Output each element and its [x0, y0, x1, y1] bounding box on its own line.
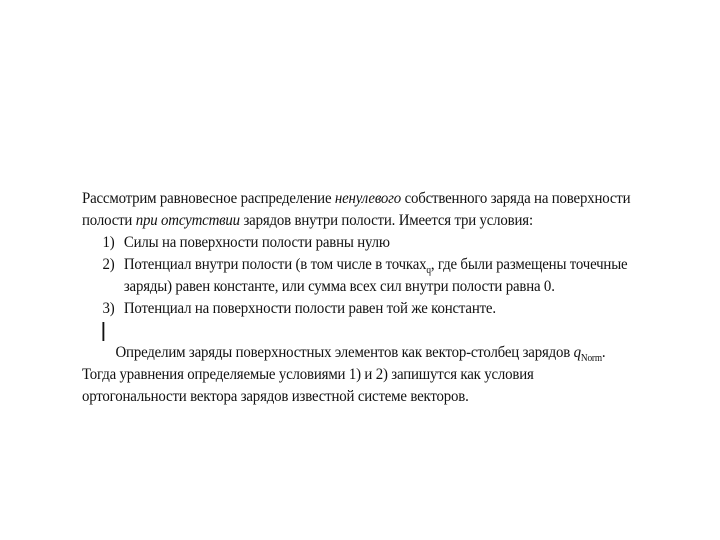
- intro-line-2: [82, 210, 640, 232]
- condition-text: , где были размещены точечные: [430, 256, 628, 273]
- intro-line-1: [82, 188, 640, 210]
- condition-item-2: [82, 254, 640, 276]
- document-body: [82, 188, 640, 408]
- condition-item-1: [82, 232, 640, 254]
- condition-number: 1): [102, 234, 115, 251]
- vector-symbol-subscript: Norm: [580, 353, 602, 365]
- intro-emphasis: при отсутствии: [135, 212, 240, 229]
- text-cursor[interactable]: [102, 322, 103, 341]
- condition-text: Потенциал внутри полости (в том числе в точках: [123, 256, 427, 273]
- text-cursor-row: [82, 320, 640, 342]
- paragraph-text: .: [601, 344, 606, 361]
- condition-item-3: [82, 298, 640, 320]
- condition-text: Потенциал на поверхности полости равен той же константе.: [123, 300, 496, 317]
- intro-text: полости: [82, 212, 136, 229]
- condition-number: 2): [102, 256, 115, 273]
- paragraph2-line-1: [82, 342, 640, 364]
- intro-text: Рассмотрим равновесное распределение: [82, 190, 335, 207]
- condition-subscript: q: [426, 265, 431, 277]
- condition-number: 3): [102, 300, 115, 317]
- intro-emphasis: ненулевого: [334, 190, 402, 207]
- paragraph-text: Определим заряды поверхностных элементов как вектор-столбец зарядов: [115, 344, 574, 361]
- condition-item-2-continuation: заряды) равен константе, или сумма всех сил внутри полости равна 0.: [123, 278, 555, 295]
- vector-symbol: q: [573, 344, 581, 361]
- paragraph2-line-3: ортогональности вектора зарядов известной системе векторов.: [82, 388, 469, 405]
- intro-text: зарядов внутри полости. Имеется три условия:: [239, 212, 533, 229]
- intro-text: собственного заряда на поверхности: [401, 190, 631, 207]
- paragraph2-line-2: Тогда уравнения определяемые условиями 1) и 2) запишутся как условия: [82, 366, 534, 383]
- condition-text: Силы на поверхности полости равны нулю: [123, 234, 390, 251]
